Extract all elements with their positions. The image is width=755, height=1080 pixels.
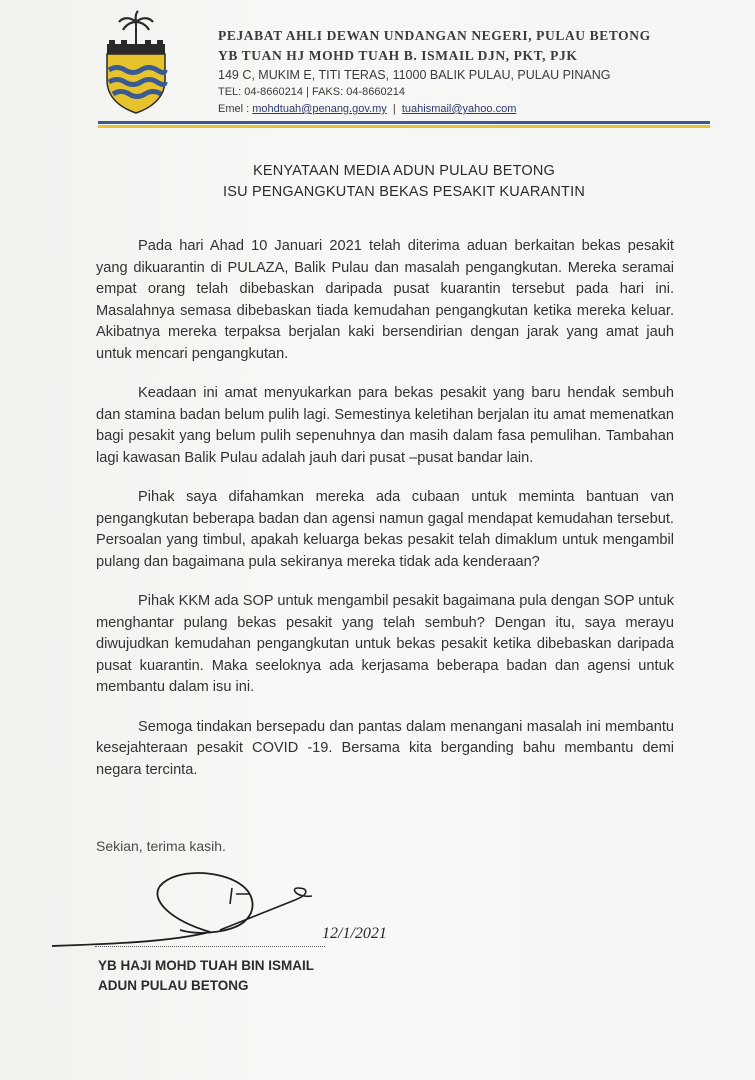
email-link-1[interactable]: mohdtuah@penang.gov.my xyxy=(252,103,387,115)
handwritten-date xyxy=(320,918,410,946)
paragraph: Pihak KKM ada SOP untuk mengambil pesakit bagaimana pula dengan SOP untuk menghantar pulang bekas pesakit yang telah sembuh? Dengan itu, saya merayu diwujudkan kemudahan pengangkutan untuk bekas pesakit ketika dibebaskan daripada pusat kuarantin. Maka seeloknya ada kerjasama beberapa badan dan agensi untuk membantu dalam isu ini. xyxy=(96,593,674,695)
email-link-2[interactable]: tuahismail@yahoo.com xyxy=(401,103,517,115)
statement-body xyxy=(96,236,674,799)
email-label: Emel : xyxy=(218,103,250,115)
paragraph: Pada hari Ahad 10 Januari 2021 telah diterima aduan berkaitan bekas pesakit yang dikuarantin di PULAZA, Balik Pulau dan masalah pengangkutan. Mereka seramai empat orang telah dibebaskan daripada pusat kuarantin tersebut pada hari ini. Masalahnya semasa dibebaskan tiada kemudahan pengangkutan ketika mereka keluar. Akibatnya mereka terpaksa berjalan kaki bersendirian dengan jarak yang amat jauh untuk mencari pengangkutan. xyxy=(96,238,674,362)
signature-line xyxy=(95,946,325,947)
member-name: YB TUAN HJ MOHD TUAH B. ISMAIL DJN, PKT, PJK xyxy=(218,48,578,63)
statement-subtitle: ISU PENGANGKUTAN BEKAS PESAKIT KUARANTIN xyxy=(223,184,585,200)
office-name: PEJABAT AHLI DEWAN UNDANGAN NEGERI, PULAU BETONG xyxy=(218,28,651,43)
office-address: 149 C, MUKIM E, TITI TERAS, 11000 BALIK PULAU, PULAU PINANG xyxy=(218,68,611,82)
office-phone-fax: TEL: 04-8660214 | FAKS: 04-8660214 xyxy=(218,86,405,98)
penang-crest-icon xyxy=(95,10,177,114)
office-email-line xyxy=(218,101,738,118)
letterhead xyxy=(218,26,738,118)
email-separator: | xyxy=(392,103,396,115)
signatory-position: ADUN PULAU BETONG xyxy=(98,978,249,993)
signature-date: 12/1/2021 xyxy=(322,925,387,942)
paragraph: Pihak saya difahamkan mereka ada cubaan untuk meminta bantuan van pengangkutan beberapa badan dan agensi namun gagal mendapat kemudahan tersebut. Persoalan yang timbul, apakah keluarga bekas pesakit telah dimaklum untuk mengambil pulang dan bagaimana pula sekiranya mereka tidak ada kenderaan? xyxy=(96,489,674,570)
header-rule-blue xyxy=(98,121,710,124)
statement-title: KENYATAAN MEDIA ADUN PULAU BETONG xyxy=(252,163,556,179)
signatory-name: YB HAJI MOHD TUAH BIN ISMAIL xyxy=(98,958,314,973)
header-rule-yellow xyxy=(98,125,710,128)
paragraph: Keadaan ini amat menyukarkan para bekas pesakit yang baru hendak sembuh dan stamina badan belum pulih lagi. Semestinya keletihan berjalan itu amat memenatkan bagi pesakit yang belum pulih sepenuhnya dan masih dalam fasa pemulihan. Tambahan lagi kawasan Balik Pulau adalah jauh dari pusat –pusat bandar lain. xyxy=(96,385,674,466)
closing-text: Sekian, terima kasih. xyxy=(96,838,226,854)
paragraph: Semoga tindakan bersepadu dan pantas dalam menangani masalah ini membantu kesejahteraan pesakit COVID -19. Bersama kita berganding bahu membantu demi negara tercinta. xyxy=(96,718,674,778)
